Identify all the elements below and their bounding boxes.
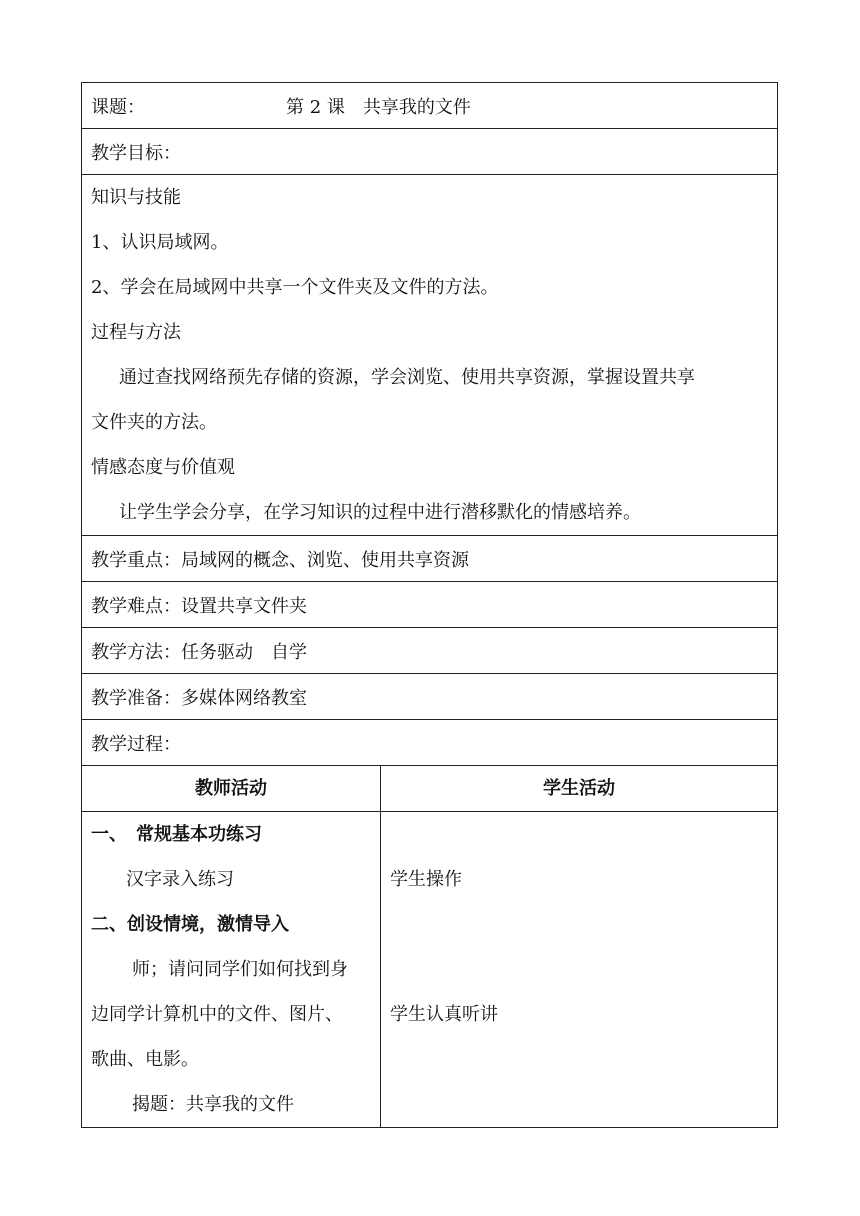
method-row	[81, 627, 778, 673]
goals-section	[81, 174, 778, 535]
teacher-step-1-detail: 汉字录入练习	[126, 869, 234, 890]
activity-table-header	[81, 765, 778, 812]
emotion-heading: 情感态度与价值观	[91, 457, 235, 478]
lesson-title: 第 2 课 共享我的文件	[286, 96, 471, 118]
teacher-step-2-line-3: 歌曲、电影。	[91, 1049, 199, 1070]
teacher-activity-header: 教师活动	[82, 766, 381, 811]
teacher-step-2-line-2: 边同学计算机中的文件、图片、	[91, 1004, 343, 1025]
key-point-text: 教学重点：局域网的概念、浏览、使用共享资源	[91, 549, 469, 571]
teacher-step-2-line-4: 揭题：共享我的文件	[132, 1094, 294, 1115]
difficulty-row	[81, 581, 778, 627]
preparation-row	[81, 673, 778, 719]
lesson-plan-document	[81, 82, 778, 1128]
student-step-2: 学生认真听讲	[390, 1004, 498, 1025]
teacher-step-1: 一、 常规基本功练习	[91, 824, 262, 845]
process-heading: 过程与方法	[91, 322, 181, 343]
difficulty-text: 教学难点：设置共享文件夹	[91, 595, 307, 617]
lesson-label: 课题：	[91, 96, 145, 118]
process-label-row	[81, 719, 778, 765]
process-text-line-2: 文件夹的方法。	[91, 412, 217, 433]
student-step-1: 学生操作	[390, 869, 462, 890]
preparation-text: 教学准备：多媒体网络教室	[91, 687, 307, 709]
teaching-goal-label: 教学目标：	[91, 142, 181, 164]
teacher-activity-cell	[82, 812, 381, 1127]
emotion-text: 让学生学会分享，在学习知识的过程中进行潜移默化的情感培养。	[119, 502, 641, 523]
teaching-goal-row	[81, 128, 778, 174]
process-label: 教学过程：	[91, 733, 181, 755]
lesson-title-row	[81, 82, 778, 128]
teacher-step-2: 二、创设情境，激情导入	[91, 914, 289, 935]
knowledge-item-1: 1、认识局域网。	[91, 232, 229, 253]
knowledge-heading: 知识与技能	[91, 187, 181, 208]
method-text: 教学方法：任务驱动 自学	[91, 641, 307, 663]
teacher-step-2-line-1: 师；请问同学们如何找到身	[132, 959, 348, 980]
key-point-row	[81, 535, 778, 581]
student-activity-header: 学生活动	[543, 778, 615, 799]
process-text-line-1: 通过查找网络预先存储的资源，学会浏览、使用共享资源，掌握设置共享	[119, 367, 695, 388]
knowledge-item-2: 2、学会在局域网中共享一个文件夹及文件的方法。	[91, 277, 499, 298]
activity-table-body	[81, 812, 778, 1128]
student-activity-cell	[381, 812, 777, 1127]
